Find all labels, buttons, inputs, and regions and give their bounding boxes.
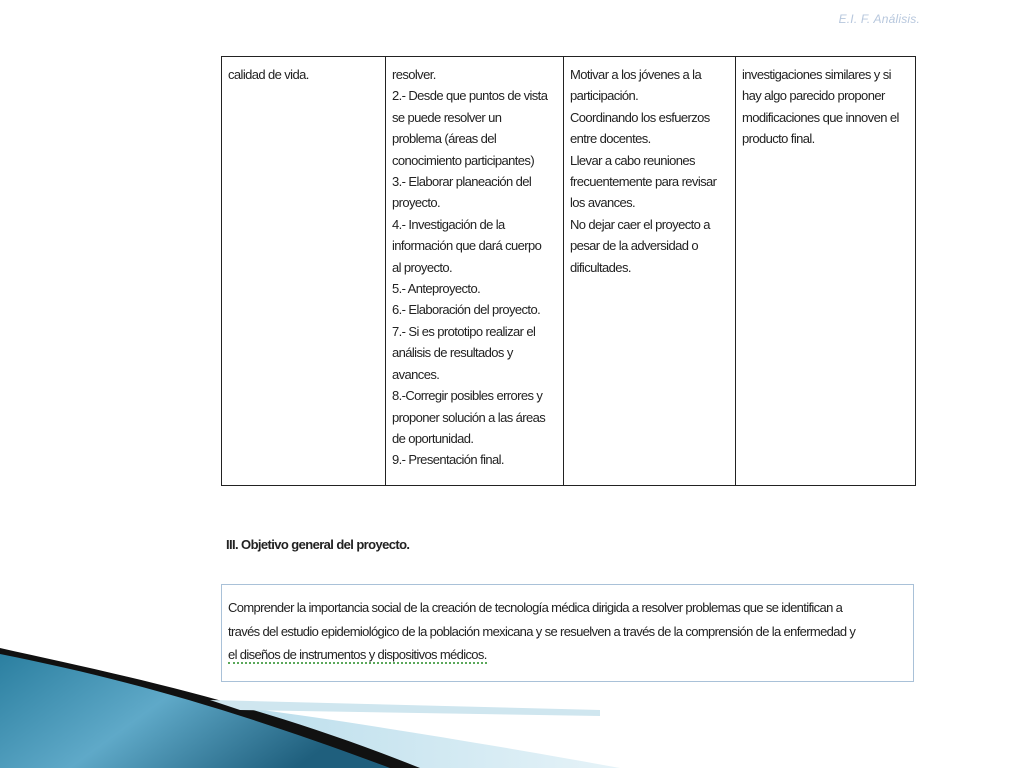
table-cell-col4 xyxy=(736,57,916,486)
cell-line: al proyecto. xyxy=(392,259,453,275)
table-row xyxy=(222,57,916,486)
cell-line: 3.- Elaborar planeación del xyxy=(392,174,532,190)
cell-line: investigaciones similares y si xyxy=(742,67,891,82)
cell-line: 4.- Investigación de la xyxy=(392,216,505,232)
objective-line-1: Comprender la importancia social de la creación de tecnología médica dirigida a resolver problemas que se identifican a xyxy=(228,600,843,615)
cell-line: Motivar a los jóvenes a la xyxy=(570,67,702,82)
cell-line: se puede resolver un xyxy=(392,109,502,125)
cell-line: problema (áreas del xyxy=(392,131,497,147)
cell-line: avances. xyxy=(392,366,440,382)
table-cell-col1 xyxy=(222,57,386,486)
cell-line: proyecto. xyxy=(392,195,441,211)
cell-line: de oportunidad. xyxy=(392,430,474,446)
cell-line: 5.- Anteproyecto. xyxy=(392,281,481,297)
cell-line: 7.- Si es prototipo realizar el xyxy=(392,323,536,339)
cell-line: 2.- Desde que puntos de vista xyxy=(392,88,548,104)
header-tag: E.I. F. Análisis. xyxy=(838,12,920,26)
cell-line: No dejar caer el proyecto a xyxy=(570,216,710,232)
cell-line: entre docentes. xyxy=(570,131,651,147)
cell-line: Llevar a cabo reuniones xyxy=(570,152,695,168)
objective-line-2: través del estudio epidemiológico de la población mexicana y se resuelven a través de la comprensión de la enfermedad y xyxy=(228,623,856,639)
cell-line: hay algo parecido proponer xyxy=(742,88,885,104)
cell-line: proponer solución a las áreas xyxy=(392,409,546,425)
cell-line: pesar de la adversidad o xyxy=(570,238,698,254)
table-cell-col3 xyxy=(564,57,736,486)
section-heading: III. Objetivo general del proyecto. xyxy=(226,537,410,552)
table-cell-col2 xyxy=(386,57,564,486)
cell-line: 9.- Presentación final. xyxy=(392,452,504,468)
cell-line: información que dará cuerpo xyxy=(392,238,542,254)
objective-line-3-text: el diseños de instrumentos y dispositivos médicos. xyxy=(228,647,487,662)
cell-line: 8.-Corregir posibles errores y xyxy=(392,388,543,404)
cell-line: frecuentemente para revisar xyxy=(570,174,717,190)
cell-line: dificultades. xyxy=(570,259,631,275)
cell-line: modificaciones que innoven el xyxy=(742,109,899,125)
cell-line: 6.- Elaboración del proyecto. xyxy=(392,302,541,318)
cell-line: análisis de resultados y xyxy=(392,345,513,361)
cell-line: calidad de vida. xyxy=(228,67,309,82)
cell-line: resolver. xyxy=(392,67,436,82)
cell-line: producto final. xyxy=(742,131,815,147)
cell-line: Coordinando los esfuerzos xyxy=(570,109,710,125)
project-table xyxy=(221,56,916,486)
cell-line: los avances. xyxy=(570,195,636,211)
cell-line: participación. xyxy=(570,88,639,104)
cell-line: conocimiento participantes) xyxy=(392,152,535,168)
slide-decoration xyxy=(0,640,620,768)
